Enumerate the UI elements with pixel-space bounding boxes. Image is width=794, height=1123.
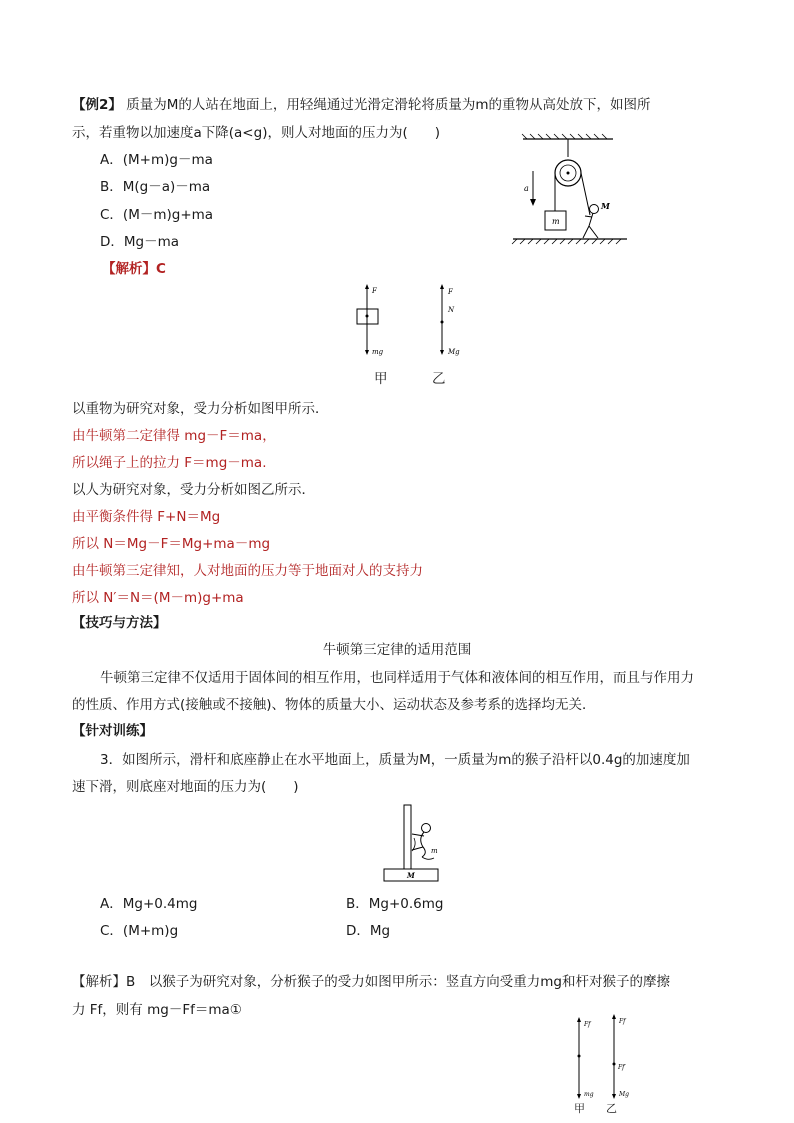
solution-line-2: 由牛顿第二定律得 mg－F＝ma， (72, 428, 276, 444)
training-solution-1 (72, 973, 670, 991)
solution-line-7: 由牛顿第三定律知，人对地面的压力等于地面对人的支持力 (72, 563, 423, 579)
example2-line2: 示，若重物以加速度a下降(a<g)，则人对地面的压力为( ) (72, 125, 440, 141)
option-c: C．(M－m)g+ma (100, 207, 214, 223)
solution-line-5: 由平衡条件得 F+N＝Mg (72, 509, 221, 525)
solution-line-3: 所以绳子上的拉力 F＝mg－ma. (72, 455, 267, 471)
caption-yi: 乙 (432, 371, 446, 387)
caption-jia: 甲 (374, 371, 388, 387)
option-d: D．Mg－ma (100, 234, 180, 250)
svg-text:mg: mg (584, 1091, 594, 1098)
caption2-jia: 甲 (574, 1102, 585, 1115)
svg-text:mg: mg (372, 348, 384, 356)
training-question-1: 3．如图所示，滑杆和底座静止在水平地面上，质量为M，一质量为m的猴子沿杆以0.4g的加速度加 (100, 752, 690, 768)
answer-tag: 【解析】C (102, 261, 166, 277)
tips-title: 牛顿第三定律的适用范围 (322, 642, 472, 658)
training-option-c: C．(M+m)g (100, 923, 179, 939)
svg-text:m: m (552, 217, 560, 226)
svg-text:M: M (601, 201, 610, 211)
svg-text:Mg: Mg (448, 348, 460, 356)
svg-text:a: a (524, 184, 529, 193)
solution-line-4: 以人为研究对象，受力分析如图乙所示． (72, 482, 315, 498)
solution-line-8: 所以 N′＝N＝(M－m)g+ma (72, 590, 244, 606)
pulley-figure (505, 133, 630, 248)
training-option-a: A．Mg+0.4mg (100, 896, 198, 912)
training-question-2: 速下滑，则底座对地面的压力为( ) (72, 779, 299, 795)
question-text: 质量为M的人站在地面上，用轻绳通过光滑定滑轮将质量为m的重物从高处放下，如图所 (126, 97, 651, 113)
monkey-head (422, 824, 431, 833)
person-head (590, 205, 599, 214)
training-option-d: D．Mg (346, 923, 391, 939)
training-solution-2: 力 Ff，则有 mg－Ff＝ma① (72, 1002, 242, 1018)
training-option-b: B．Mg+0.6mg (346, 896, 444, 912)
pole (404, 805, 411, 869)
solution-line-1: 以重物为研究对象，受力分析如图甲所示． (72, 401, 329, 417)
tips-header: 【技巧与方法】 (72, 615, 167, 631)
monkey-pole-figure (382, 803, 442, 885)
force-diagram-2 (566, 1012, 646, 1108)
tips-para-2: 的性质、作用方式(接触或不接触)、物体的质量大小、运动状态及参考系的选择均无关． (72, 697, 596, 713)
training-header: 【针对训练】 (72, 723, 153, 739)
option-a: A．(M+m)g－ma (100, 152, 213, 168)
svg-text:Mg: Mg (619, 1091, 629, 1098)
svg-text:m: m (431, 847, 438, 855)
svg-text:N: N (448, 306, 455, 314)
svg-text:F: F (372, 287, 377, 295)
training-solution-text: 【解析】B 以猴子为研究对象，分析猴子的受力如图甲所示：竖直方向受重力mg和杆对猴子的摩擦 (72, 974, 670, 990)
solution-line-6: 所以 N＝Mg－F＝Mg+ma－mg (72, 536, 271, 552)
svg-text:M: M (407, 871, 415, 880)
svg-text:Ff: Ff (584, 1021, 591, 1028)
tips-para-1: 牛顿第三定律不仅适用于固体间的相互作用，也同样适用于气体和液体间的相互作用，而且与作用力 (100, 670, 694, 686)
force-diagram-1 (350, 282, 470, 364)
option-b: B．M(g－a)－ma (100, 179, 211, 195)
svg-text:Ff: Ff (619, 1018, 626, 1025)
example-tag: 【例2】 (72, 97, 122, 113)
svg-text:Ff′: Ff′ (618, 1064, 626, 1071)
caption2-yi: 乙 (606, 1102, 617, 1115)
svg-text:F: F (448, 288, 453, 296)
example2-line1 (72, 96, 651, 114)
